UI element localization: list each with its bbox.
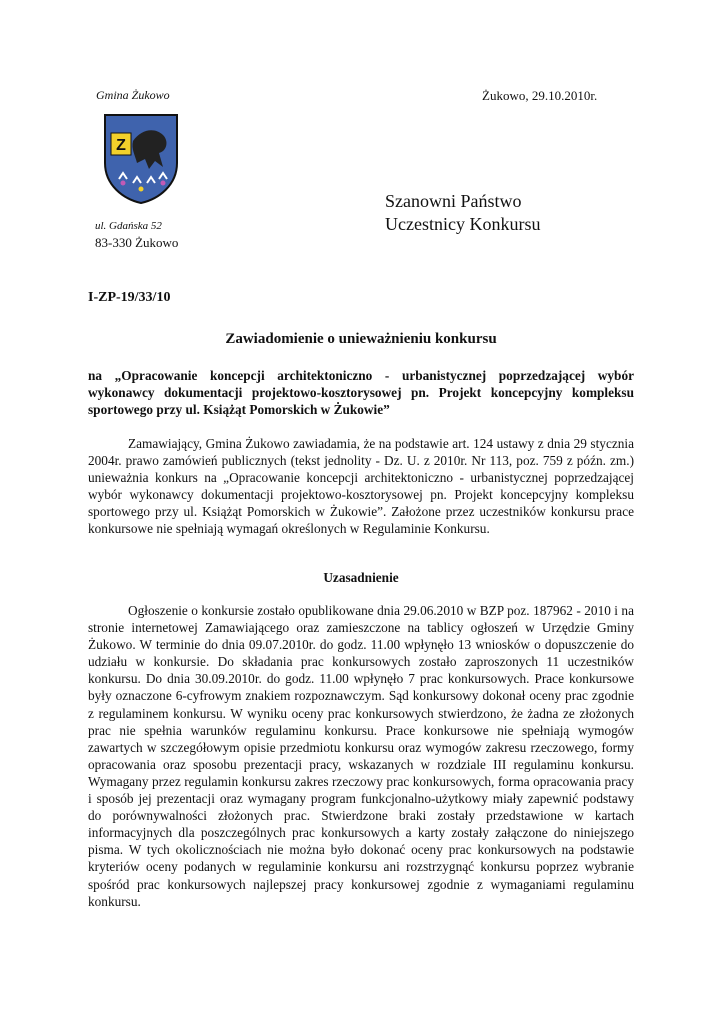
reference-number: I-ZP-19/33/10 xyxy=(88,290,171,305)
address-city: 83-330 Żukowo xyxy=(95,235,179,250)
document-title: Zawiadomienie o unieważnieniu konkursu xyxy=(225,331,497,347)
justification-heading: Uzasadnienie xyxy=(323,570,399,585)
address-street: ul. Gdańska 52 xyxy=(95,220,162,232)
crest-letter: Z xyxy=(116,137,126,154)
paragraph-notice: Zamawiający, Gmina Żukowo zawiadamia, że na podstawie art. 124 ustawy z dnia 29 stycznia 2004r. prawo zamówień publicznych (tekst jednolity - Dz. U. z 2010r. Nr 113, poz. 759 z późn. zm.) unieważnia konkurs na „Opracowanie koncepcji architektoniczno - urbanistycznej poprzedzającej wybór wykonawcy dokumentacji projektowo-kosztorysowej pn. Projekt koncepcyjny kompleksu sportowego przy ul. Książąt Pomorskich w Żukowie”. Założone przez uczestników konkursu prace konkursowe nie spełniają wymagań określonych w Regulaminie Konkursu. xyxy=(88,436,634,537)
municipality-name: Gmina Żukowo xyxy=(96,88,170,102)
salutation-line-2: Uczestnicy Konkursu xyxy=(385,214,541,234)
coat-of-arms-icon xyxy=(101,111,181,205)
subject-line: na „Opracowanie koncepcji architektoniczno - urbanistycznej poprzedzającej wybór wykonawcy dokumentacji projektowo-kosztorysowej pn. Projekt koncepcyjny kompleksu sportowego przy ul. Książąt Pomorskich w Żukowie” xyxy=(88,368,634,417)
paragraph-justification: Ogłoszenie o konkursie zostało opublikowane dnia 29.06.2010 w BZP poz. 187962 - 2010 i na stronie internetowej Zamawiającego oraz zamieszczone na tablicy ogłoszeń w Urzędzie Gminy Żukowo. W terminie do dnia 09.07.2010r. do godz. 11.00 wpłynęło 13 wniosków o dopuszczenie do udziału w konkursie. Do składania prac konkursowych zostało zaproszonych 11 uczestników konkursu. Do dnia 30.09.2010r. do godz. 11.00 wpłynęło 7 prac konkursowych. Prace konkursowe były oznaczone 6-cyfrowym znakiem rozpoznawczym. Sąd konkursowy dokonał oceny prac zgodnie z regulaminem konkursu. W wyniku oceny prac konkursowych stwierdzono, że żadna ze złożonych prac nie spełnia warunków regulaminu konkursu. Prace konkursowe nie spełniają wymogów zawartych w szczegółowym opisie przedmiotu konkursu oraz wymogów zakresu rzeczowego, formy opracowania oraz sposobu prezentacji pracy, wskazanych w rozdziale III regulaminu konkursu. Wymagany przez regulamin konkursu zakres rzeczowy prac konkursowych, forma opracowania pracy i sposób jej prezentacji oraz wymagany program funkcjonalno-użytkowy miały zapewnić podstawy do porównywalności złożonych prac. Stwierdzone braki zostały przedstawione w kartach informacyjnych dla poszczególnych prac konkursowych a karty zostały załączone do niniejszego pisma. W tych okolicznościach nie można było dokonać oceny prac konkursowych na podstawie kryteriów oceny podanych w regulaminie konkursu ani rozstrzygnąć konkursu poprzez wybranie spośród prac konkursowych najlepszej pracy konkursowej zgodnie z wymaganiami regulaminu konkursu. xyxy=(88,603,634,909)
salutation xyxy=(385,190,540,236)
salutation-line-1: Szanowni Państwo xyxy=(385,191,522,211)
place-and-date: Żukowo, 29.10.2010r. xyxy=(482,88,598,103)
